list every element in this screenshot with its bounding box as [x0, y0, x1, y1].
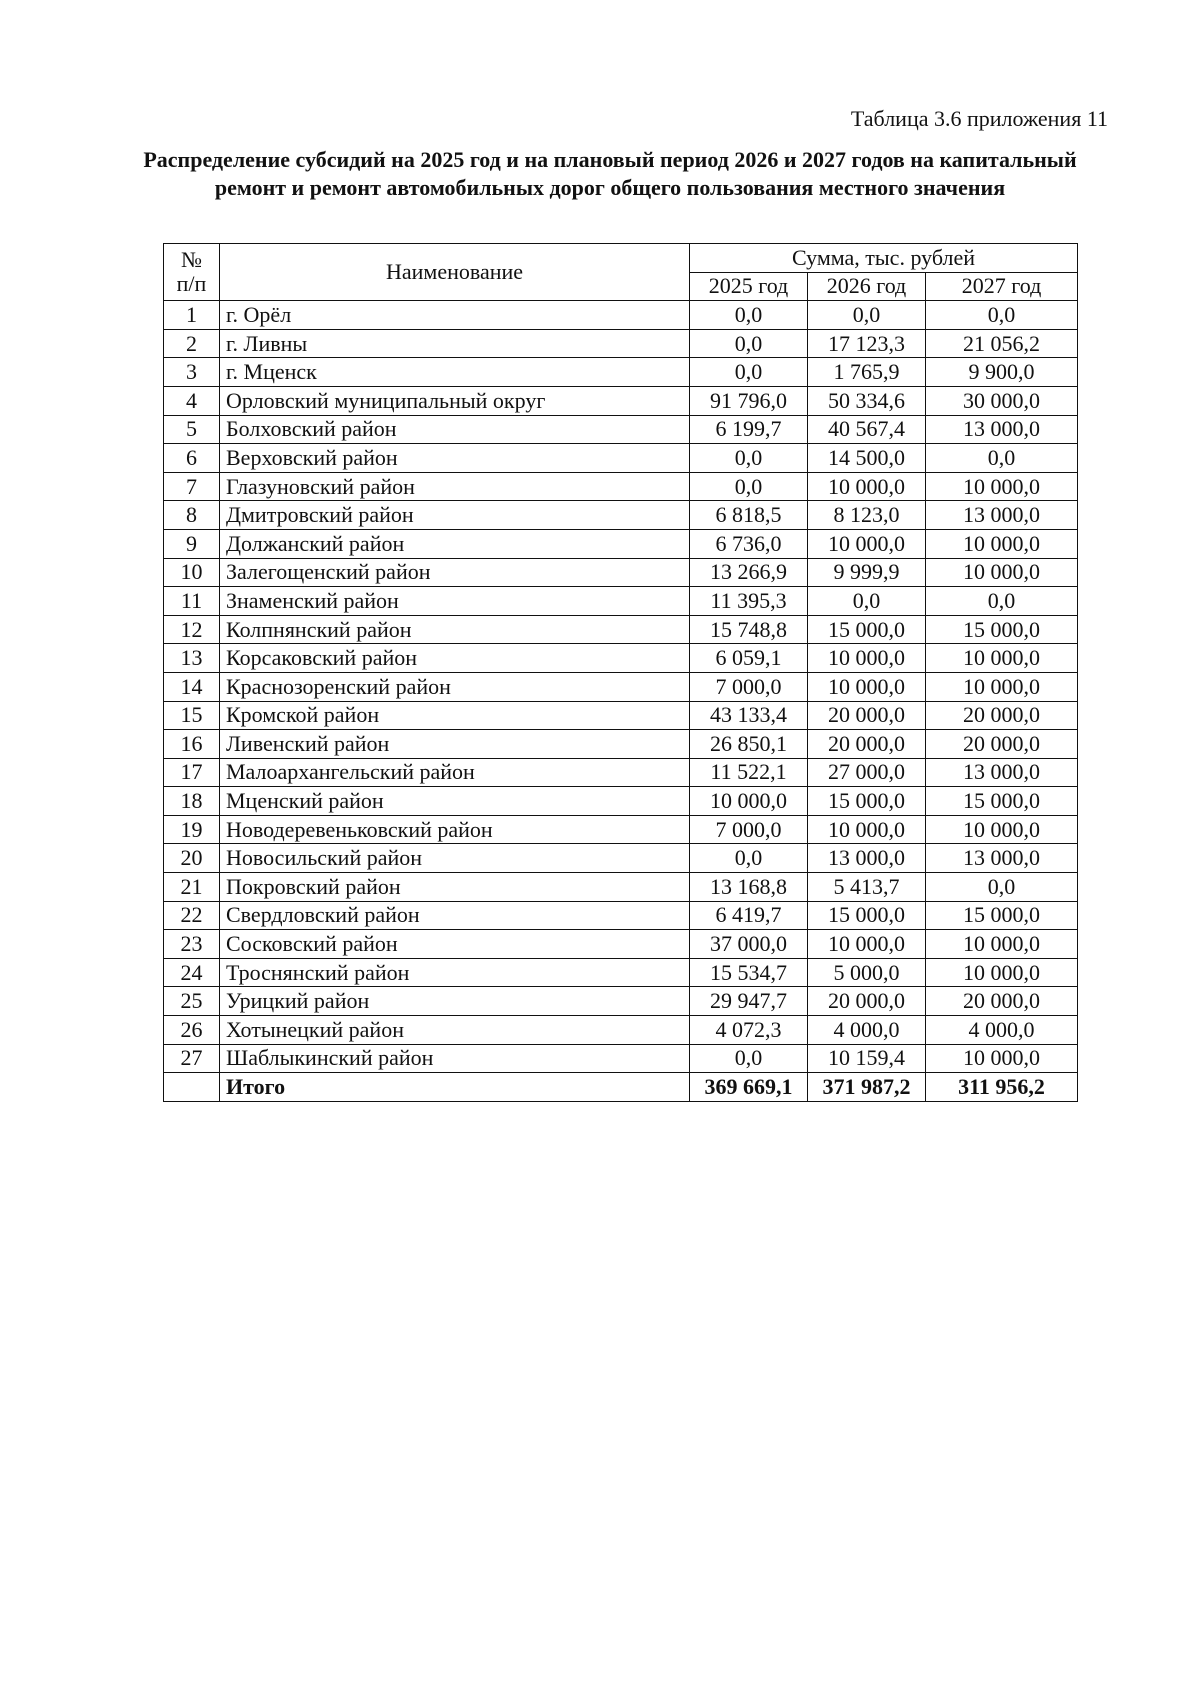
table-row [164, 701, 1078, 730]
total-2026: 371 987,2 [808, 1073, 926, 1102]
row-number: 26 [164, 1016, 220, 1045]
row-name: Корсаковский район [220, 644, 690, 673]
document-title: Распределение субсидий на 2025 год и на плановый период 2026 и 2027 годов на капитальный ремонт и ремонт автомобильных дорог общего пользования местного значения [143, 147, 1077, 200]
table-row [164, 730, 1078, 759]
row-value-2025: 0,0 [690, 301, 808, 330]
row-value-2026: 15 000,0 [808, 901, 926, 930]
column-header-sum: Сумма, тыс. рублей [690, 244, 1078, 273]
table-row [164, 558, 1078, 587]
table-row [164, 758, 1078, 787]
row-value-2027: 10 000,0 [926, 1044, 1078, 1073]
row-value-2026: 15 000,0 [808, 615, 926, 644]
appendix-label: Таблица 3.6 приложения 11 [850, 106, 1108, 131]
row-name: Глазуновский район [220, 472, 690, 501]
total-2027: 311 956,2 [926, 1073, 1078, 1102]
row-value-2026: 0,0 [808, 301, 926, 330]
row-value-2026: 8 123,0 [808, 501, 926, 530]
row-number: 2 [164, 329, 220, 358]
column-header-number [164, 244, 220, 301]
row-value-2026: 50 334,6 [808, 386, 926, 415]
row-value-2025: 11 522,1 [690, 758, 808, 787]
row-name: Верховский район [220, 444, 690, 473]
row-value-2025: 43 133,4 [690, 701, 808, 730]
row-value-2026: 10 000,0 [808, 472, 926, 501]
row-value-2025: 4 072,3 [690, 1016, 808, 1045]
row-value-2026: 5 413,7 [808, 873, 926, 902]
table-row [164, 415, 1078, 444]
row-name: Болховский район [220, 415, 690, 444]
row-name: Хотынецкий район [220, 1016, 690, 1045]
subsidy-table [163, 243, 1078, 1102]
row-name: г. Мценск [220, 358, 690, 387]
row-value-2026: 10 000,0 [808, 672, 926, 701]
row-number: 14 [164, 672, 220, 701]
column-header-name: Наименование [220, 244, 690, 301]
row-value-2027: 13 000,0 [926, 844, 1078, 873]
row-value-2025: 6 059,1 [690, 644, 808, 673]
row-value-2025: 11 395,3 [690, 587, 808, 616]
row-name: Орловский муниципальный округ [220, 386, 690, 415]
table-row [164, 329, 1078, 358]
row-number: 10 [164, 558, 220, 587]
table-row [164, 901, 1078, 930]
row-number: 18 [164, 787, 220, 816]
row-value-2026: 10 000,0 [808, 529, 926, 558]
row-value-2025: 37 000,0 [690, 930, 808, 959]
row-number: 15 [164, 701, 220, 730]
table-row [164, 444, 1078, 473]
row-number: 7 [164, 472, 220, 501]
row-number: 19 [164, 815, 220, 844]
row-value-2025: 91 796,0 [690, 386, 808, 415]
row-value-2027: 4 000,0 [926, 1016, 1078, 1045]
table-row [164, 1044, 1078, 1073]
row-value-2027: 21 056,2 [926, 329, 1078, 358]
row-value-2025: 29 947,7 [690, 987, 808, 1016]
row-value-2025: 7 000,0 [690, 815, 808, 844]
row-number: 9 [164, 529, 220, 558]
row-name: Новодеревеньковский район [220, 815, 690, 844]
row-number: 4 [164, 386, 220, 415]
table-row [164, 644, 1078, 673]
row-name: Мценский район [220, 787, 690, 816]
row-value-2025: 0,0 [690, 329, 808, 358]
row-value-2027: 10 000,0 [926, 472, 1078, 501]
row-value-2027: 20 000,0 [926, 701, 1078, 730]
row-value-2027: 0,0 [926, 587, 1078, 616]
column-header-number-line2: п/п [176, 271, 207, 297]
row-value-2025: 15 534,7 [690, 958, 808, 987]
row-name: Малоархангельский район [220, 758, 690, 787]
row-value-2027: 15 000,0 [926, 615, 1078, 644]
row-value-2025: 26 850,1 [690, 730, 808, 759]
row-value-2027: 10 000,0 [926, 930, 1078, 959]
row-value-2027: 13 000,0 [926, 501, 1078, 530]
row-value-2026: 5 000,0 [808, 958, 926, 987]
row-number: 22 [164, 901, 220, 930]
row-number: 23 [164, 930, 220, 959]
row-value-2026: 10 000,0 [808, 815, 926, 844]
table-row [164, 672, 1078, 701]
row-value-2027: 10 000,0 [926, 958, 1078, 987]
row-name: Должанский район [220, 529, 690, 558]
row-value-2025: 0,0 [690, 1044, 808, 1073]
row-value-2025: 0,0 [690, 472, 808, 501]
column-header-2025: 2025 год [690, 272, 808, 301]
row-value-2026: 15 000,0 [808, 787, 926, 816]
row-value-2027: 10 000,0 [926, 672, 1078, 701]
row-number: 1 [164, 301, 220, 330]
row-name: Урицкий район [220, 987, 690, 1016]
row-value-2027: 0,0 [926, 301, 1078, 330]
row-number: 20 [164, 844, 220, 873]
table-row [164, 587, 1078, 616]
table-row [164, 615, 1078, 644]
row-number: 13 [164, 644, 220, 673]
row-number: 24 [164, 958, 220, 987]
row-value-2026: 10 159,4 [808, 1044, 926, 1073]
row-value-2026: 14 500,0 [808, 444, 926, 473]
row-value-2027: 20 000,0 [926, 987, 1078, 1016]
table-row [164, 873, 1078, 902]
row-number: 12 [164, 615, 220, 644]
row-value-2027: 13 000,0 [926, 758, 1078, 787]
row-value-2025: 6 199,7 [690, 415, 808, 444]
row-value-2026: 20 000,0 [808, 987, 926, 1016]
row-value-2026: 9 999,9 [808, 558, 926, 587]
row-value-2025: 0,0 [690, 358, 808, 387]
row-name: Краснозоренский район [220, 672, 690, 701]
row-value-2025: 7 000,0 [690, 672, 808, 701]
row-number: 25 [164, 987, 220, 1016]
row-name: Покровский район [220, 873, 690, 902]
row-name: Залегощенский район [220, 558, 690, 587]
row-value-2027: 0,0 [926, 873, 1078, 902]
table-row [164, 987, 1078, 1016]
row-number: 3 [164, 358, 220, 387]
row-value-2027: 15 000,0 [926, 787, 1078, 816]
row-name: Сосковский район [220, 930, 690, 959]
table-row [164, 358, 1078, 387]
column-header-number-line1: № [181, 247, 202, 273]
row-value-2027: 10 000,0 [926, 644, 1078, 673]
row-name: Ливенский район [220, 730, 690, 759]
table-row [164, 386, 1078, 415]
table-body [164, 301, 1078, 1102]
row-value-2027: 30 000,0 [926, 386, 1078, 415]
total-cell-number [164, 1073, 220, 1102]
row-number: 17 [164, 758, 220, 787]
row-value-2027: 0,0 [926, 444, 1078, 473]
row-value-2026: 27 000,0 [808, 758, 926, 787]
row-number: 8 [164, 501, 220, 530]
total-2025: 369 669,1 [690, 1073, 808, 1102]
row-value-2025: 6 818,5 [690, 501, 808, 530]
row-value-2027: 20 000,0 [926, 730, 1078, 759]
row-number: 5 [164, 415, 220, 444]
table-row [164, 501, 1078, 530]
table-row [164, 301, 1078, 330]
row-value-2027: 13 000,0 [926, 415, 1078, 444]
row-value-2027: 10 000,0 [926, 558, 1078, 587]
row-value-2025: 15 748,8 [690, 615, 808, 644]
row-name: Знаменский район [220, 587, 690, 616]
row-name: Кромской район [220, 701, 690, 730]
row-name: Шаблыкинский район [220, 1044, 690, 1073]
table-row [164, 787, 1078, 816]
table-row [164, 1016, 1078, 1045]
table-row [164, 930, 1078, 959]
row-name: Новосильский район [220, 844, 690, 873]
row-value-2025: 6 736,0 [690, 529, 808, 558]
row-value-2026: 20 000,0 [808, 730, 926, 759]
row-value-2026: 13 000,0 [808, 844, 926, 873]
row-value-2025: 10 000,0 [690, 787, 808, 816]
row-value-2026: 40 567,4 [808, 415, 926, 444]
row-value-2027: 10 000,0 [926, 529, 1078, 558]
table-header [164, 244, 1078, 301]
table-row [164, 529, 1078, 558]
row-value-2027: 9 900,0 [926, 358, 1078, 387]
row-value-2027: 15 000,0 [926, 901, 1078, 930]
total-label: Итого [220, 1073, 690, 1102]
row-value-2026: 17 123,3 [808, 329, 926, 358]
row-name: г. Ливны [220, 329, 690, 358]
row-value-2026: 4 000,0 [808, 1016, 926, 1045]
row-name: Троснянский район [220, 958, 690, 987]
row-name: Свердловский район [220, 901, 690, 930]
column-header-2027: 2027 год [926, 272, 1078, 301]
row-number: 11 [164, 587, 220, 616]
table-row [164, 472, 1078, 501]
row-number: 16 [164, 730, 220, 759]
row-value-2026: 20 000,0 [808, 701, 926, 730]
row-value-2026: 1 765,9 [808, 358, 926, 387]
table-row [164, 958, 1078, 987]
row-number: 21 [164, 873, 220, 902]
row-value-2025: 13 266,9 [690, 558, 808, 587]
row-value-2025: 0,0 [690, 444, 808, 473]
row-name: г. Орёл [220, 301, 690, 330]
row-value-2026: 10 000,0 [808, 930, 926, 959]
table-row [164, 815, 1078, 844]
row-name: Колпнянский район [220, 615, 690, 644]
column-header-2026: 2026 год [808, 272, 926, 301]
row-number: 27 [164, 1044, 220, 1073]
row-value-2027: 10 000,0 [926, 815, 1078, 844]
row-value-2025: 6 419,7 [690, 901, 808, 930]
table-row [164, 844, 1078, 873]
row-value-2025: 0,0 [690, 844, 808, 873]
row-value-2026: 10 000,0 [808, 644, 926, 673]
row-number: 6 [164, 444, 220, 473]
row-value-2026: 0,0 [808, 587, 926, 616]
row-value-2025: 13 168,8 [690, 873, 808, 902]
total-row [164, 1073, 1078, 1102]
row-name: Дмитровский район [220, 501, 690, 530]
